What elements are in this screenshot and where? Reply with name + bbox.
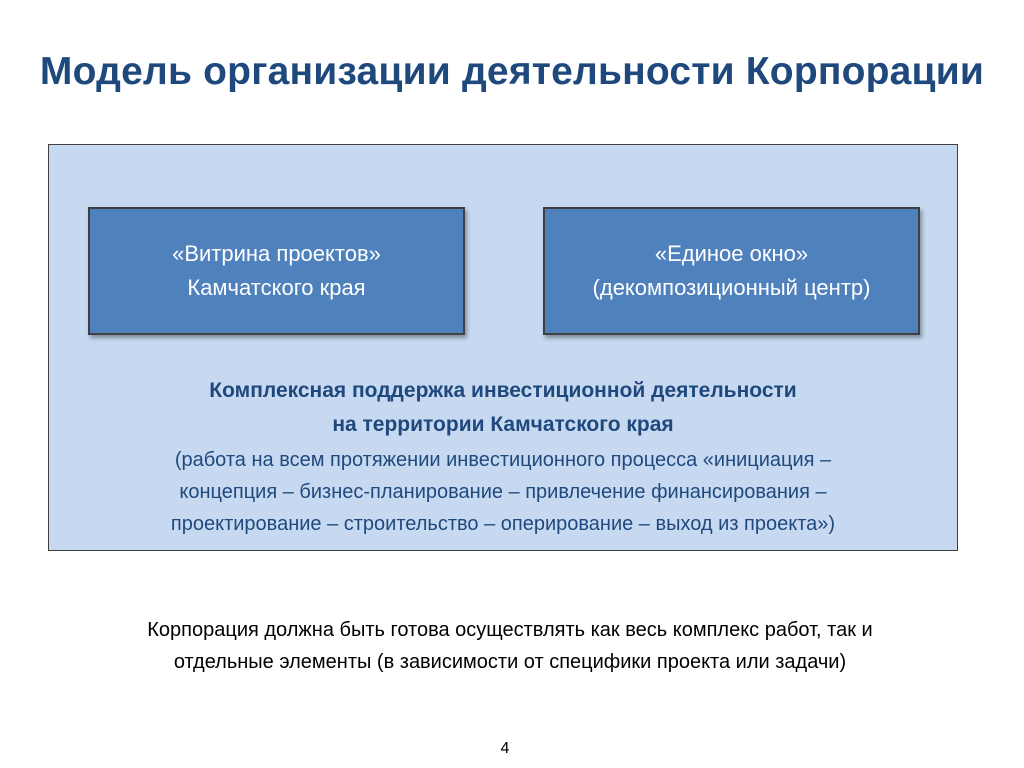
footnote (60, 614, 960, 678)
support-detail-line2: концепция – бизнес-планирование – привлечение финансирования – (179, 481, 827, 503)
footnote-line1: Корпорация должна быть готова осуществлять как весь комплекс работ, так и (147, 619, 873, 641)
single-window-box (543, 207, 920, 335)
single-window-line1: «Единое окно» (654, 241, 809, 266)
project-showcase-box (88, 207, 465, 335)
support-heading-line1: Комплексная поддержка инвестиционной деятельности (209, 379, 797, 402)
project-showcase-line1: «Витрина проектов» (172, 241, 381, 266)
support-detail-line1: (работа на всем протяжении инвестиционного процесса «инициация – (174, 449, 832, 471)
support-detail (48, 444, 958, 540)
single-window-line2: (декомпозиционный центр) (592, 275, 871, 300)
page-number: 4 (500, 740, 510, 757)
support-detail-line3: проектирование – строительство – оперирование – выход из проекта») (170, 513, 836, 535)
slide-title: Модель организации деятельности Корпорации (39, 50, 985, 93)
support-heading (48, 374, 958, 442)
support-description (48, 374, 958, 540)
footnote-line2: отдельные элементы (в зависимости от специфики проекта или задачи) (173, 651, 847, 673)
project-showcase-line2: Камчатского края (187, 275, 366, 300)
support-heading-line2: на территории Камчатского края (332, 413, 674, 436)
